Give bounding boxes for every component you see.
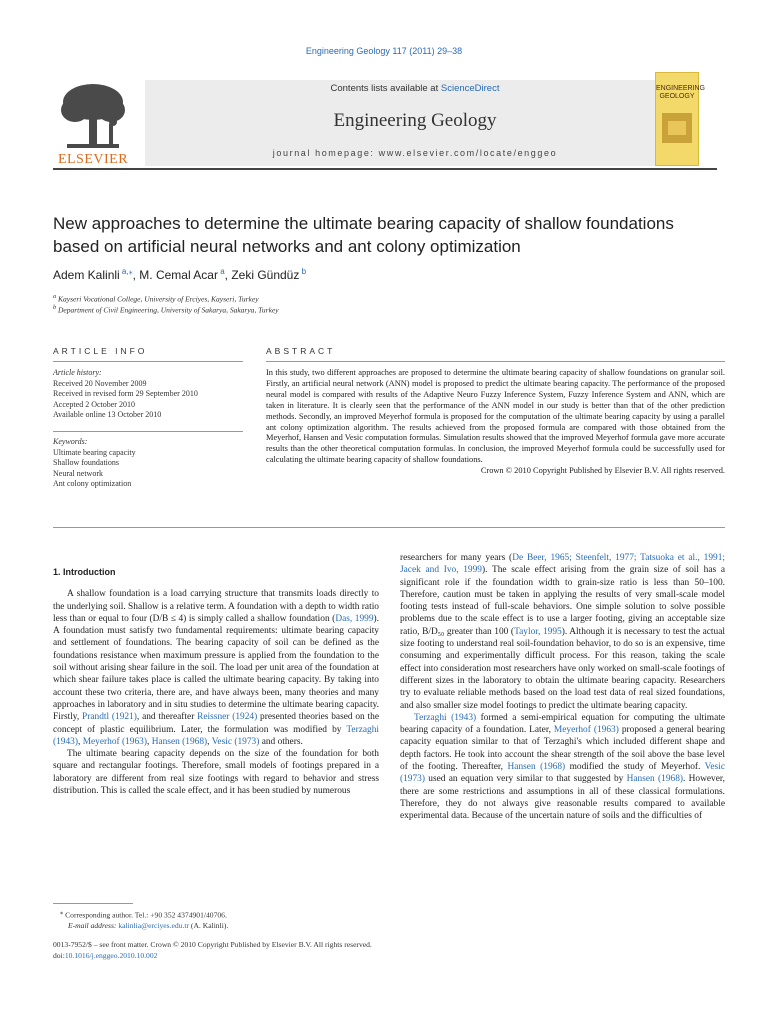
body-text: , <box>207 736 212 747</box>
abstract-heading: ABSTRACT <box>266 346 336 356</box>
citation-link[interactable]: Hansen (1968) <box>507 762 566 773</box>
history-item: Received in revised form 29 September 2010 <box>53 389 198 398</box>
journal-banner <box>53 72 717 166</box>
left-column <box>53 566 379 797</box>
citation-link[interactable]: Vesic (1973) <box>211 736 260 747</box>
keyword-item: Ultimate bearing capacity <box>53 447 136 457</box>
keywords <box>53 437 243 490</box>
author-name: Zeki Gündüz <box>231 268 300 282</box>
body-text: proposed a general bearing capacity equation similar to that of Terzaghi's which included different shape and depth factors. He took into account the shear strength of the soil above the base level of the footing. Thereafter, <box>400 725 726 773</box>
body-text: ). Although it is necessary to test the actual size footing to understand real soil-foundation behavior, to do so is an expensive, time consuming and experimentally difficult process. For this reason, taking the scale effect into consideration most researchers have only worked on small-scale footings of different sizes in the laboratory to obtain the ultimate bearing capacity. Researchers try to evaluate reliable methods based on the load test data of real sized foundations, and also smaller size model footings to predict the ultimate bearing capacity. <box>400 626 725 711</box>
footnote-line: Corresponding author. Tel.: +90 352 4374901/40706. <box>65 910 227 920</box>
affiliation-a <box>53 293 259 304</box>
abstract-copyright: Crown © 2010 Copyright Published by Elsevier B.V. All rights reserved. <box>480 466 725 476</box>
citation-link[interactable]: Hansen (1968) <box>626 774 684 785</box>
citation-link[interactable]: Hansen (1968) <box>151 736 208 747</box>
author-list <box>53 267 306 282</box>
body-text: , <box>78 736 83 747</box>
author-name: Adem Kalinli <box>53 268 120 282</box>
paragraph <box>53 748 379 797</box>
affiliation-text: Kayseri Vocational College, University of Erciyes, Kayseri, Turkey <box>58 294 259 304</box>
abstract-text: In this study, two different approaches are proposed to determine the ultimate bearing capacity of shallow foundations on granular soil. Firstly, an artificial neural network (ANN) model is proposed to predict the ultimate bearing capacity. The performance of the proposed neural model is compared with results of the Adaptive Neuro Fuzzy Inference System, Fuzzy Inference System and ANN, which are taken in literature. It is clearly seen that the performance of the ANN model in our study is better than that of the other prediction methods. Secondly, an improved Meyerhof formula is proposed for the computation of the ultimate bearing capacity by using a parallel ant colony optimization algorithm. The results achieved from the proposed formula are compared with those obtained from the Meyerhof, Hansen and Vesic computation formulas. Simulation results showed that the improved Meyerhof formula gave more accurate results than the other theoretical computation formulas. In conclusion, the improved Meyerhof formula could be successfully used for calculating the ultimate bearing capacity of shallow foundations. <box>266 368 725 465</box>
body-text: used an equation very similar to that suggested by <box>425 774 627 785</box>
footnote-rule <box>53 903 133 904</box>
journal-homepage[interactable]: journal homepage: www.elsevier.com/locate/enggeo <box>272 148 558 158</box>
body-text: presented theories based on the concept of plastic equilibrium. Later, the formulation was modified by <box>53 712 380 735</box>
publisher-name: ELSEVIER <box>57 152 129 167</box>
contents-prefix: Contents lists available at <box>330 83 441 94</box>
citation-link[interactable]: Vesic (1973) <box>400 762 725 785</box>
journal-reference[interactable]: Engineering Geology 117 (2011) 29–38 <box>305 46 463 56</box>
journal-title: Engineering Geology <box>333 110 497 131</box>
doi-line <box>53 951 653 961</box>
citation-link[interactable]: Meyerhof (1963) <box>553 725 619 736</box>
email-suffix: (A. Kalinli). <box>189 920 229 930</box>
body-text: The ultimate bearing capacity depends on the size of the foundation for both square and rectangular footings. Therefore, small models of footings prepared in a laboratory are different from real size footings with regard to behavior and stress distribution. This is called the scale effect, and it has been studied by numerous <box>53 749 379 797</box>
citation-link[interactable]: Terzaghi (1943) <box>414 712 477 723</box>
doi-link[interactable]: 10.1016/j.enggeo.2010.10.002 <box>64 951 158 960</box>
title-line-1: New approaches to determine the ultimate bearing capacity of shallow foundations <box>53 214 674 233</box>
body-text: A shallow foundation is a load carrying structure that transmits loads directly to the underlying soil. Shallow is a relative term. A foundation with a depth to width ratio less than or equal to four (D/B ≤ 4) is simply called a shallow foundation ( <box>53 589 379 624</box>
footnote <box>60 908 360 931</box>
contents-line <box>145 83 685 94</box>
author-affiliation-link[interactable]: a <box>217 267 225 276</box>
issn-line: 0013-7952/$ – see front matter. Crown © 2010 Copyright Published by Elsevier B.V. All rights reserved. <box>53 940 372 949</box>
citation-link[interactable]: Prandtl (1921) <box>82 712 137 723</box>
article-history <box>53 368 243 421</box>
body-text: , and thereafter <box>136 712 198 723</box>
cover-line1: ENGINEERING <box>656 85 706 92</box>
history-label: Article history: <box>53 368 102 377</box>
journal-cover-thumbnail-icon <box>655 72 706 166</box>
citation-link[interactable]: Meyerhof (1963) <box>82 736 147 747</box>
affiliation-text: Department of Civil Engineering, University of Sakarya, Sakarya, Turkey <box>58 305 279 315</box>
author-name: M. Cemal Acar <box>139 268 218 282</box>
article-info-heading: ARTICLE INFO <box>53 346 148 356</box>
paragraph <box>53 588 379 748</box>
author-affiliation-link[interactable]: b <box>299 267 307 276</box>
keyword-item: Ant colony optimization <box>53 479 132 488</box>
author-affiliation-link[interactable]: a,⁎ <box>119 267 133 276</box>
info-rule <box>53 361 243 362</box>
body-text: researchers for many years ( <box>400 553 513 563</box>
header-rule <box>53 168 717 170</box>
abstract-body <box>266 368 725 477</box>
keywords-label: Keywords: <box>53 437 88 446</box>
paragraph <box>400 552 725 712</box>
body-text: and others. <box>259 736 303 747</box>
article-title <box>53 212 733 258</box>
keyword-item: Shallow foundations <box>53 458 119 467</box>
body-text: , <box>147 736 152 747</box>
right-column <box>400 552 725 823</box>
sciencedirect-link[interactable]: ScienceDirect <box>440 83 500 94</box>
info-rule-mid <box>53 431 243 432</box>
history-item: Available online 13 October 2010 <box>53 410 162 419</box>
affiliation-mark: a <box>53 293 57 300</box>
section-heading: 1. Introduction <box>53 567 116 577</box>
abstract-bottom-rule <box>53 527 725 528</box>
doi-prefix: doi: <box>53 951 65 960</box>
citation-link[interactable]: Taylor, 1995 <box>514 626 562 637</box>
history-item: Received 20 November 2009 <box>53 378 147 388</box>
author-separator: , <box>132 268 140 282</box>
citation-link[interactable]: Das, 1999 <box>335 613 374 624</box>
affiliation-b <box>53 304 279 315</box>
email-link[interactable]: kalinlia@erciyes.edu.tr <box>118 920 190 930</box>
citation-link[interactable]: Reissner (1924) <box>197 712 258 723</box>
body-text: ). A foundation must satisfy two fundamental requirements: ultimate bearing capacity and settlement of foundations. The bearing capacity of soil can be defined as the foundations resistance when maximum pressure is applied from the foundation to the soil without arising shear failure in the soil. The load per unit area of the foundation at which shear failure takes place is called the ultimate bearing capacity. By taking into account these two criteria, there are, and have always been, many theories and many approaches in laboratory and in situ studies to determine the ultimate bearing capacity. Firstly, <box>53 613 379 723</box>
body-text: formed a semi-empirical equation for computing the ultimate bearing capacity of a foundation. Later, <box>400 712 725 736</box>
paragraph <box>400 712 725 823</box>
email-label: E-mail address: <box>68 920 119 930</box>
citation-link[interactable]: Terzaghi (1943) <box>53 724 379 747</box>
body-text: . However, there are some restrictions and assumptions in all of these classical formulations. Therefore, they do not always give reasonable results compared to available experimental data. Because of the uncertain nature of soils and the difficulties of <box>400 774 725 822</box>
affiliation-mark: b <box>53 304 57 311</box>
body-text: ). The scale effect arising from the grain size of soil has a significant role if the foundation width to grain-size ratio is less than 50–100. Therefore, caution must be taken in applying the results of very small-scale model footing tests instead of full-scale behaviors. One simple solution to solve possible problems due to the scale effect is to use a larger footing, giving an acceptable size ratio, B/D₅₀ greater than 100 ( <box>400 565 725 637</box>
keyword-item: Neural network <box>53 468 103 478</box>
abstract-rule <box>266 361 725 362</box>
citation-link[interactable]: De Beer, 1965; Steenfelt, 1977; Tatsuoka et al., 1991; Jacek and Ivo, 1999 <box>400 553 725 576</box>
body-text: modified the study of Meyerhof. <box>565 762 705 773</box>
footnote-mark: ⁎ <box>60 909 64 916</box>
author-separator: , <box>224 268 232 282</box>
title-line-2: based on artificial neural networks and ant colony optimization <box>53 237 521 256</box>
cover-line2: GEOLOGY <box>659 93 695 100</box>
history-item: Accepted 2 October 2010 <box>53 399 135 409</box>
banner-center <box>145 80 685 166</box>
